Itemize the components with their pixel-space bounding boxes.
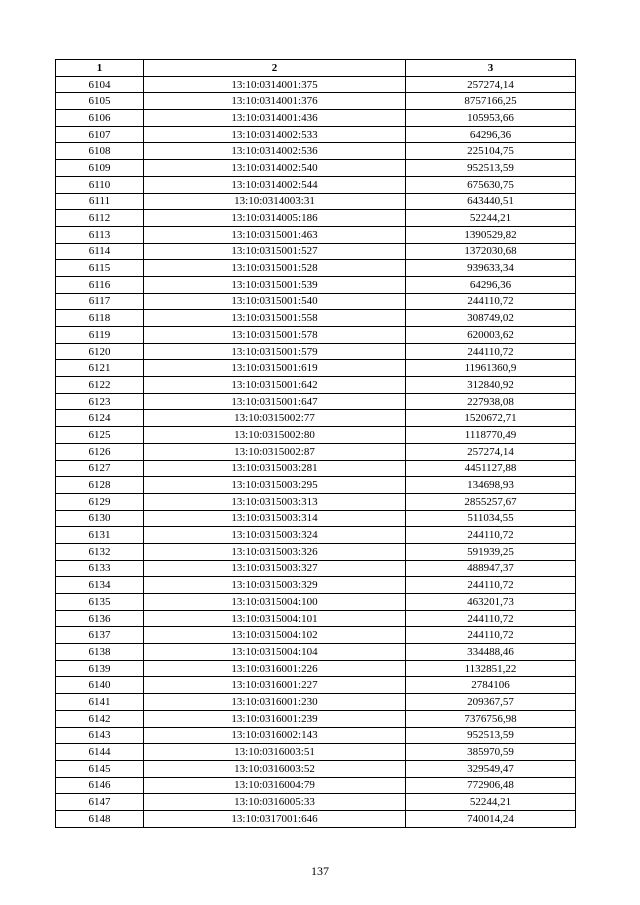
row-number-cell: 6111 (56, 193, 144, 210)
cadastral-number-cell: 13:10:0315001:642 (144, 377, 406, 394)
cadastral-number-cell: 13:10:0314002:536 (144, 143, 406, 160)
table-row (56, 327, 576, 344)
cadastral-number-cell: 13:10:0315003:324 (144, 527, 406, 544)
row-number-cell: 6133 (56, 560, 144, 577)
value-cell: 52244,21 (406, 210, 576, 227)
cadastral-number-cell: 13:10:0315001:558 (144, 310, 406, 327)
page-number: 137 (311, 864, 329, 878)
cadastral-number-cell: 13:10:0315004:101 (144, 610, 406, 627)
table-row (56, 276, 576, 293)
column-header-1: 1 (56, 60, 144, 77)
table-row (56, 143, 576, 160)
cadastral-number-cell: 13:10:0314005:186 (144, 210, 406, 227)
row-number-cell: 6113 (56, 226, 144, 243)
value-cell: 244110,72 (406, 527, 576, 544)
cadastral-number-cell: 13:10:0314001:436 (144, 110, 406, 127)
value-cell: 1118770,49 (406, 427, 576, 444)
value-cell: 952513,59 (406, 160, 576, 177)
cadastral-number-cell: 13:10:0317001:646 (144, 810, 406, 827)
cadastral-number-cell: 13:10:0314003:31 (144, 193, 406, 210)
value-cell: 64296,36 (406, 126, 576, 143)
value-cell: 244110,72 (406, 627, 576, 644)
table-row (56, 460, 576, 477)
row-number-cell: 6117 (56, 293, 144, 310)
row-number-cell: 6127 (56, 460, 144, 477)
row-number-cell: 6130 (56, 510, 144, 527)
table-row (56, 527, 576, 544)
table-row (56, 727, 576, 744)
cadastral-number-cell: 13:10:0315001:527 (144, 243, 406, 260)
table-row (56, 777, 576, 794)
cadastral-number-cell: 13:10:0315004:104 (144, 644, 406, 661)
table-row (56, 126, 576, 143)
row-number-cell: 6128 (56, 477, 144, 494)
cadastral-number-cell: 13:10:0315004:102 (144, 627, 406, 644)
cadastral-number-cell: 13:10:0315001:528 (144, 260, 406, 277)
table-header-row (56, 60, 576, 77)
table-row (56, 744, 576, 761)
cadastral-number-cell: 13:10:0316005:33 (144, 794, 406, 811)
row-number-cell: 6142 (56, 710, 144, 727)
row-number-cell: 6145 (56, 760, 144, 777)
cadastral-number-cell: 13:10:0315001:579 (144, 343, 406, 360)
cadastral-number-cell: 13:10:0316001:239 (144, 710, 406, 727)
row-number-cell: 6108 (56, 143, 144, 160)
value-cell: 511034,55 (406, 510, 576, 527)
cadastral-number-cell: 13:10:0315003:329 (144, 577, 406, 594)
cadastral-number-cell: 13:10:0315003:313 (144, 493, 406, 510)
value-cell: 312840,92 (406, 377, 576, 394)
row-number-cell: 6139 (56, 660, 144, 677)
value-cell: 52244,21 (406, 794, 576, 811)
cadastral-number-cell: 13:10:0316002:143 (144, 727, 406, 744)
cadastral-number-cell: 13:10:0315003:295 (144, 477, 406, 494)
value-cell: 225104,75 (406, 143, 576, 160)
table-row (56, 660, 576, 677)
value-cell: 740014,24 (406, 810, 576, 827)
row-number-cell: 6124 (56, 410, 144, 427)
value-cell: 2855257,67 (406, 493, 576, 510)
table-row (56, 577, 576, 594)
table-row (56, 594, 576, 611)
value-cell: 244110,72 (406, 343, 576, 360)
table-row (56, 477, 576, 494)
table-row (56, 393, 576, 410)
row-number-cell: 6112 (56, 210, 144, 227)
cadastral-number-cell: 13:10:0314002:533 (144, 126, 406, 143)
value-cell: 591939,25 (406, 543, 576, 560)
row-number-cell: 6114 (56, 243, 144, 260)
column-header-2: 2 (144, 60, 406, 77)
value-cell: 2784106 (406, 677, 576, 694)
row-number-cell: 6131 (56, 527, 144, 544)
row-number-cell: 6143 (56, 727, 144, 744)
value-cell: 209367,57 (406, 694, 576, 711)
value-cell: 11961360,9 (406, 360, 576, 377)
table-row (56, 226, 576, 243)
row-number-cell: 6140 (56, 677, 144, 694)
table-row (56, 76, 576, 93)
row-number-cell: 6147 (56, 794, 144, 811)
cadastral-number-cell: 13:10:0316001:230 (144, 694, 406, 711)
cadastral-number-cell: 13:10:0316003:51 (144, 744, 406, 761)
row-number-cell: 6116 (56, 276, 144, 293)
table-body (56, 76, 576, 827)
row-number-cell: 6110 (56, 176, 144, 193)
cadastral-number-cell: 13:10:0315003:327 (144, 560, 406, 577)
row-number-cell: 6148 (56, 810, 144, 827)
table-row (56, 310, 576, 327)
row-number-cell: 6119 (56, 327, 144, 344)
value-cell: 385970,59 (406, 744, 576, 761)
cadastral-number-cell: 13:10:0315002:77 (144, 410, 406, 427)
row-number-cell: 6115 (56, 260, 144, 277)
cadastral-number-cell: 13:10:0315003:281 (144, 460, 406, 477)
row-number-cell: 6138 (56, 644, 144, 661)
table-row (56, 627, 576, 644)
table-row (56, 160, 576, 177)
row-number-cell: 6137 (56, 627, 144, 644)
cadastral-number-cell: 13:10:0315003:326 (144, 543, 406, 560)
value-cell: 244110,72 (406, 293, 576, 310)
table-row (56, 677, 576, 694)
value-cell: 1372030,68 (406, 243, 576, 260)
value-cell: 64296,36 (406, 276, 576, 293)
cadastral-number-cell: 13:10:0315002:80 (144, 427, 406, 444)
cadastral-number-cell: 13:10:0316001:226 (144, 660, 406, 677)
row-number-cell: 6121 (56, 360, 144, 377)
value-cell: 939633,34 (406, 260, 576, 277)
value-cell: 329549,47 (406, 760, 576, 777)
row-number-cell: 6105 (56, 93, 144, 110)
row-number-cell: 6136 (56, 610, 144, 627)
value-cell: 772906,48 (406, 777, 576, 794)
table-row (56, 243, 576, 260)
table-row (56, 644, 576, 661)
cadastral-number-cell: 13:10:0316004:79 (144, 777, 406, 794)
table-row (56, 794, 576, 811)
table-row (56, 560, 576, 577)
table-row (56, 510, 576, 527)
value-cell: 463201,73 (406, 594, 576, 611)
table-row (56, 110, 576, 127)
row-number-cell: 6109 (56, 160, 144, 177)
value-cell: 334488,46 (406, 644, 576, 661)
table-row (56, 176, 576, 193)
cadastral-number-cell: 13:10:0315001:463 (144, 226, 406, 243)
value-cell: 643440,51 (406, 193, 576, 210)
table-row (56, 694, 576, 711)
value-cell: 227938,08 (406, 393, 576, 410)
value-cell: 244110,72 (406, 610, 576, 627)
row-number-cell: 6129 (56, 493, 144, 510)
row-number-cell: 6125 (56, 427, 144, 444)
row-number-cell: 6118 (56, 310, 144, 327)
table-row (56, 610, 576, 627)
value-cell: 244110,72 (406, 577, 576, 594)
cadastral-number-cell: 13:10:0314002:544 (144, 176, 406, 193)
row-number-cell: 6122 (56, 377, 144, 394)
value-cell: 952513,59 (406, 727, 576, 744)
cadastral-number-cell: 13:10:0315003:314 (144, 510, 406, 527)
value-cell: 675630,75 (406, 176, 576, 193)
cadastral-number-cell: 13:10:0315001:540 (144, 293, 406, 310)
column-header-3: 3 (406, 60, 576, 77)
table-row (56, 93, 576, 110)
value-cell: 4451127,88 (406, 460, 576, 477)
row-number-cell: 6144 (56, 744, 144, 761)
cadastral-number-cell: 13:10:0315001:578 (144, 327, 406, 344)
row-number-cell: 6132 (56, 543, 144, 560)
cadastral-number-cell: 13:10:0315001:539 (144, 276, 406, 293)
cadastral-number-cell: 13:10:0315001:619 (144, 360, 406, 377)
value-cell: 7376756,98 (406, 710, 576, 727)
cadastral-number-cell: 13:10:0314001:376 (144, 93, 406, 110)
row-number-cell: 6120 (56, 343, 144, 360)
value-cell: 1520672,71 (406, 410, 576, 427)
cadastral-number-cell: 13:10:0314001:375 (144, 76, 406, 93)
value-cell: 134698,93 (406, 477, 576, 494)
table-row (56, 810, 576, 827)
value-cell: 105953,66 (406, 110, 576, 127)
row-number-cell: 6126 (56, 443, 144, 460)
cadastral-number-cell: 13:10:0316003:52 (144, 760, 406, 777)
table-row (56, 543, 576, 560)
table-row (56, 343, 576, 360)
value-cell: 257274,14 (406, 443, 576, 460)
row-number-cell: 6123 (56, 393, 144, 410)
cadastral-table (55, 59, 576, 828)
value-cell: 1132851,22 (406, 660, 576, 677)
cadastral-number-cell: 13:10:0315002:87 (144, 443, 406, 460)
row-number-cell: 6134 (56, 577, 144, 594)
table-row (56, 193, 576, 210)
row-number-cell: 6104 (56, 76, 144, 93)
row-number-cell: 6107 (56, 126, 144, 143)
value-cell: 8757166,25 (406, 93, 576, 110)
table-row (56, 360, 576, 377)
table-row (56, 427, 576, 444)
value-cell: 488947,37 (406, 560, 576, 577)
table-row (56, 293, 576, 310)
table-row (56, 377, 576, 394)
table-row (56, 210, 576, 227)
row-number-cell: 6106 (56, 110, 144, 127)
row-number-cell: 6141 (56, 694, 144, 711)
value-cell: 308749,02 (406, 310, 576, 327)
cadastral-number-cell: 13:10:0314002:540 (144, 160, 406, 177)
cadastral-number-cell: 13:10:0315001:647 (144, 393, 406, 410)
cadastral-number-cell: 13:10:0315004:100 (144, 594, 406, 611)
table-row (56, 760, 576, 777)
table-row (56, 443, 576, 460)
table-row (56, 410, 576, 427)
value-cell: 257274,14 (406, 76, 576, 93)
cadastral-number-cell: 13:10:0316001:227 (144, 677, 406, 694)
table-row (56, 493, 576, 510)
row-number-cell: 6135 (56, 594, 144, 611)
table-row (56, 710, 576, 727)
value-cell: 1390529,82 (406, 226, 576, 243)
row-number-cell: 6146 (56, 777, 144, 794)
table-row (56, 260, 576, 277)
value-cell: 620003,62 (406, 327, 576, 344)
